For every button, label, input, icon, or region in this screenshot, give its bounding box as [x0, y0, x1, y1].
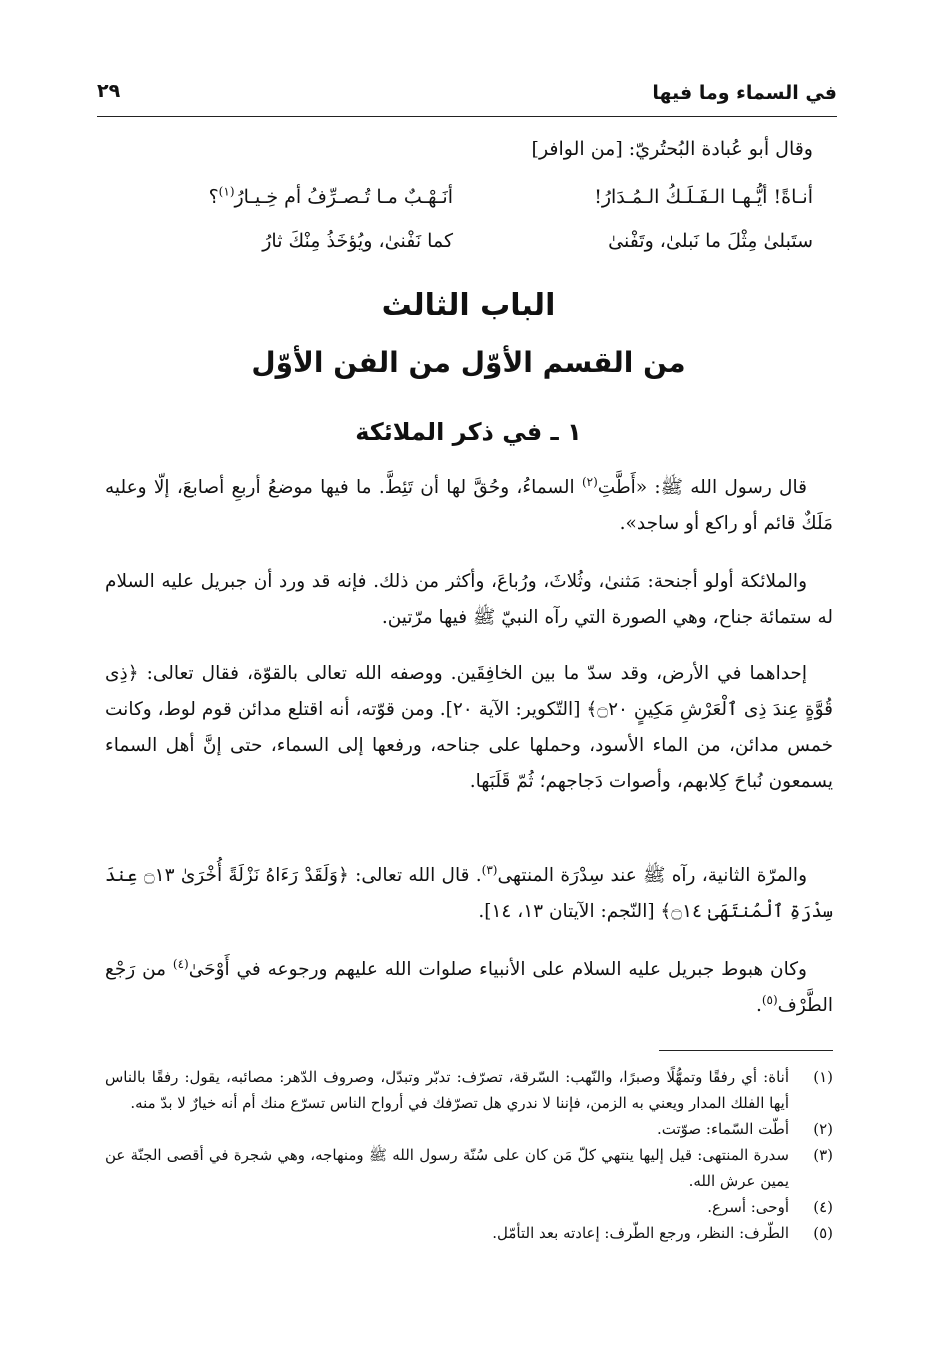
- poem-verse: [123, 230, 813, 266]
- body-paragraph: [105, 470, 833, 542]
- running-header: [97, 74, 837, 114]
- running-title: في السماء وما فيها: [652, 82, 837, 104]
- footnote-number: (١): [813, 1068, 833, 1086]
- footnote-number: (٤): [813, 1198, 833, 1216]
- section-heading: من القسم الأوّل من الفن الأوّل: [251, 346, 686, 379]
- paragraph-text: . قال الله تعالى: ﴿وَلَقَدْ رَءَاهُ نَزْلَةً أُخْرَىٰ ۝١٣ عِندَ سِدْرَةِ ٱلْمُنتَهَىٰ ۝١٤﴾ [النّجم: الآيتان ١٣، ١٤].: [105, 865, 833, 922]
- footnote-marker: (١): [218, 184, 235, 199]
- verse-first-hemistich: ستَبلىٰ مِثْلَ ما نَبلىٰ، وتَفْنىٰ: [608, 230, 813, 252]
- body-paragraph: [105, 858, 833, 930]
- footnote: [105, 1116, 833, 1142]
- verse-second-hemistich: كما نَفْنىٰ، ويُؤخَذُ مِنْكَ ثارُ: [262, 230, 453, 252]
- paragraph-text: .: [755, 995, 762, 1016]
- verse-text: أنَـهْـبٌ مـا تُـصـرِّفُ أم خِـيـارُ: [234, 186, 453, 208]
- footnote: [105, 1194, 833, 1220]
- paragraph-text: قال رسول الله ﷺ: «أَطَّتِ: [597, 477, 807, 498]
- body-paragraph: والملائكة أولو أجنحة: مَثنىٰ، وثُلاثَ، ورُباعَ، وأكثر من ذلك. فإنه قد ورد أن جبريل عليه السلام له ستمائة جناح، وهي الصورة التي رآه النبيّ ﷺ فيها مرّتين.: [105, 571, 833, 628]
- footnote: [105, 1142, 833, 1194]
- footnote-marker: (٣): [481, 862, 498, 877]
- poem-attribution: وقال أبو عُبادة البُحتُريّ: [من الوافر]: [531, 138, 813, 160]
- footnote-number: (٣): [813, 1146, 833, 1164]
- footnote-text: الطّرف: النظر، ورجع الطّرف: إعادته بعد التأمّل.: [492, 1224, 789, 1242]
- footnote: [105, 1220, 833, 1246]
- header-rule: [97, 116, 837, 117]
- verse-end: ؟: [208, 186, 219, 208]
- body-paragraph: إحداهما في الأرض، وقد سدّ ما بين الخافِقَين. ووصفه الله تعالى بالقوّة، فقال تعالى: ﴿ذِى قُوَّةٍ عِندَ ذِى ٱلْعَرْشِ مَكِينٍ ۝٢٠﴾ [التّكوير: الآية ٢٠]. ومن قوّته، أنه اقتلع مدائن قوم لوط، وكانت خمس مدائن، من الماء الأسود، وحملها على جناحه، ورفعها إلى السماء، حتى إنَّ أهل السماء يسمعون نُباحَ كِلابهم، وأصوات دَجاجهم؛ ثُمّ قَلَبَها.: [105, 663, 833, 792]
- chapter-heading: الباب الثالث: [381, 288, 556, 323]
- paragraph-text: والمرّة الثانية، رآه ﷺ عند سِدْرَة المنتهى: [497, 865, 807, 886]
- verse-first-hemistich: أنـاةً! أيُّـهـا الـفَـلَـكُ الـمُـدَارُ!: [594, 186, 813, 208]
- footnote-text: سدرة المنتهى: قيل إليها ينتهي كلّ مَن كان على سُنّة رسول الله ﷺ ومنهاجه، وهي شجرة في أقصى الجنّة عن يمين عرش الله.: [105, 1146, 789, 1190]
- footnote-number: (٥): [813, 1224, 833, 1242]
- footnote-text: أناة: أي رفقًا وتمهُّلًا وصبرًا، والنّهب: السّرقة، تصرّف: تدبّر وتبدّل، وصروف الدّهر: مصائبه، يقول: رفقًا بالناس أيها الفلك المدار ويعني به الزمن، فإننا لا ندري هل تصرّفك في أرواح الناس تسرّع منك أم أنه خيارٌ لا بدّ منه.: [105, 1068, 789, 1112]
- footnote: [105, 1064, 833, 1116]
- body-paragraph: [105, 952, 833, 1024]
- footnote-marker: (٤): [172, 956, 189, 971]
- footnote-marker: (٢): [581, 474, 598, 489]
- footnote-marker: (٥): [761, 992, 778, 1007]
- paragraph-text: من رَجْع الطَّرْف: [105, 959, 833, 1016]
- footnote-number: (٢): [813, 1120, 833, 1138]
- paragraph-text: وكان هبوط جبريل عليه السلام على الأنبياء صلوات الله عليهم ورجوعه في أَوْحَىٰ: [188, 959, 807, 980]
- footnote-text: أوحى: أسرع.: [707, 1198, 789, 1216]
- page-number: ٢٩: [97, 80, 121, 102]
- poem-verse: [123, 186, 813, 222]
- footnotes: [105, 1064, 833, 1246]
- footnote-text: أطّت السّماء: صوّتت.: [657, 1120, 789, 1138]
- verse-second-hemistich: [209, 186, 453, 208]
- subsection-heading: ١ ـ في ذكر الملائكة: [355, 418, 582, 446]
- footnote-rule: [659, 1050, 833, 1051]
- paragraph-text: السماءُ، وحُقَّ لها أن تَئِطَّ. ما فيها موضعُ أربعِ أصابعَ، إلّا وعليه مَلَكٌ قائم أو راكع أو ساجد».: [105, 477, 833, 534]
